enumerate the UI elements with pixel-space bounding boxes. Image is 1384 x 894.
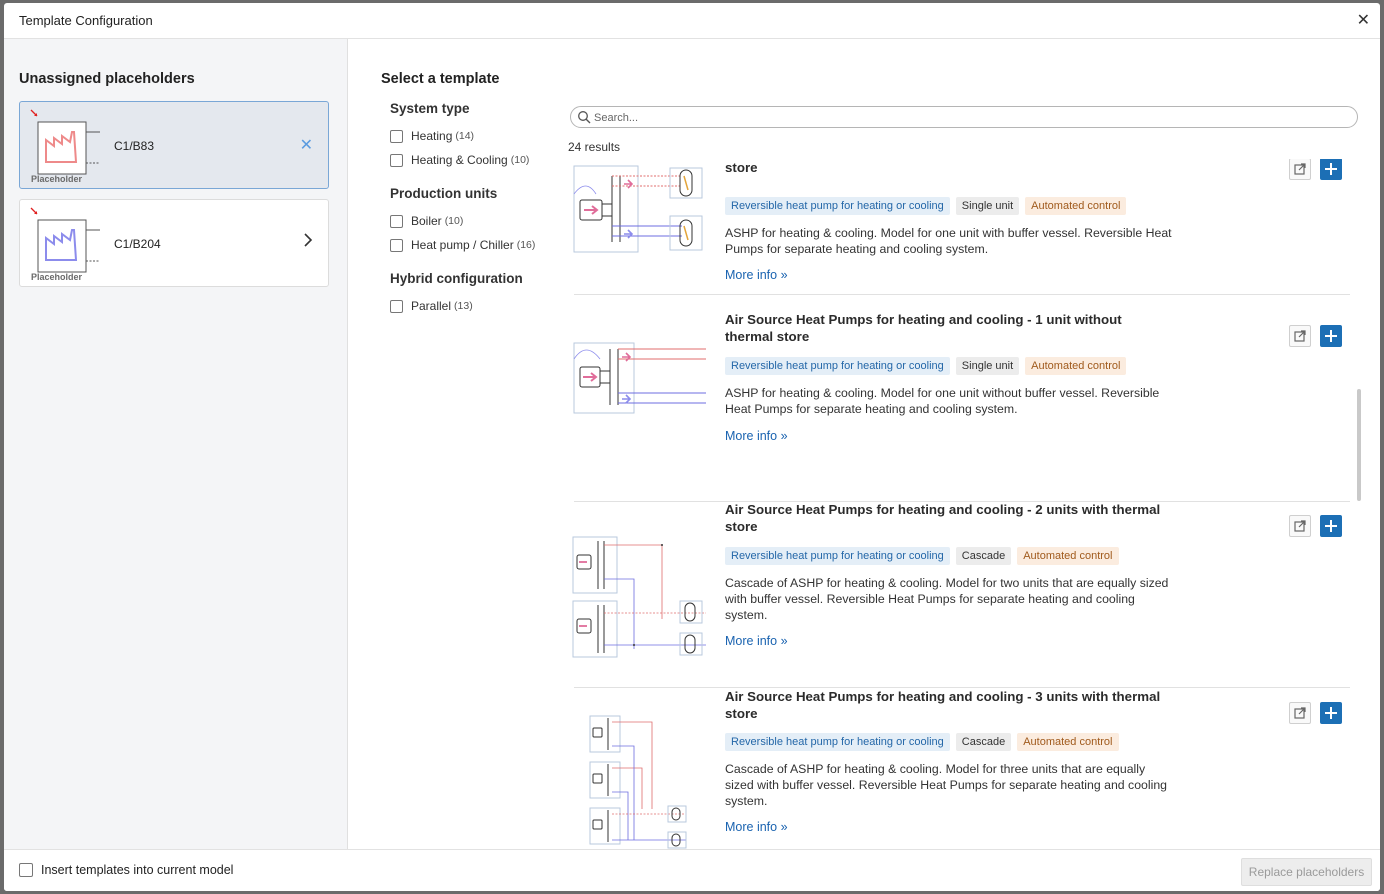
panel-heading: Select a template — [381, 71, 500, 87]
filter-group — [390, 271, 550, 318]
insert-templates-option[interactable] — [19, 863, 233, 877]
template-result — [568, 688, 1360, 849]
close-icon[interactable]: ✕ — [299, 137, 313, 154]
search-input[interactable] — [594, 109, 1334, 126]
results-count: 24 results — [568, 140, 621, 154]
results-scrollbar[interactable] — [1357, 389, 1361, 501]
template-title: Air Source Heat Pumps for heating and cooling - 2 units with thermal store — [725, 502, 1161, 534]
checkbox[interactable] — [390, 300, 403, 313]
template-tags — [725, 733, 1119, 751]
tag: Reversible heat pump for heating or cooling — [725, 733, 950, 751]
open-external-icon[interactable] — [1289, 702, 1311, 724]
more-info-link[interactable]: More info » — [725, 429, 788, 443]
template-result — [568, 159, 1360, 295]
svg-text:Placeholder: Placeholder — [31, 272, 83, 282]
filter-option[interactable] — [390, 294, 550, 318]
add-template-button[interactable] — [1320, 159, 1342, 180]
template-result — [568, 502, 1360, 688]
placeholder-name: C1/B83 — [114, 139, 155, 153]
template-diagram — [572, 714, 708, 849]
template-title: Air Source Heat Pumps for heating and cooling - 3 units with thermal store — [725, 689, 1161, 721]
template-diagram — [572, 341, 708, 415]
checkbox[interactable] — [390, 154, 403, 167]
checkbox[interactable] — [390, 239, 403, 252]
template-result — [568, 295, 1360, 502]
open-external-icon[interactable] — [1289, 515, 1311, 537]
filter-option[interactable] — [390, 209, 550, 233]
tag: Reversible heat pump for heating or cooling — [725, 357, 950, 375]
open-external-icon[interactable] — [1289, 159, 1311, 180]
open-external-icon[interactable] — [1289, 325, 1311, 347]
tag: Cascade — [956, 733, 1011, 751]
template-description: ASHP for heating & cooling. Model for one unit without buffer vessel. Reversible Heat Pumps for separate heating and cooling system. — [725, 386, 1160, 416]
dialog-title: Template Configuration — [19, 13, 153, 28]
tag: Single unit — [956, 357, 1019, 375]
filter-group — [390, 186, 550, 257]
placeholder-thumbnail — [26, 108, 114, 184]
filter-group-title: Production units — [390, 186, 498, 201]
checkbox[interactable] — [390, 215, 403, 228]
replace-placeholders-button[interactable]: Replace placeholders — [1241, 858, 1372, 886]
more-info-link[interactable]: More info » — [725, 268, 788, 282]
tag: Automated control — [1025, 197, 1126, 215]
template-diagram — [572, 164, 708, 254]
filter-count: (16) — [516, 239, 536, 251]
search-box[interactable] — [570, 106, 1358, 128]
template-title: Air Source Heat Pumps for heating and cooling - 1 unit without thermal store — [725, 312, 1122, 344]
template-tags — [725, 547, 1119, 565]
filter-sidebar — [390, 101, 550, 332]
close-dialog-icon[interactable]: ✕ — [1356, 12, 1370, 29]
filter-count: (10) — [444, 215, 464, 227]
filter-label: Parallel — [411, 299, 452, 313]
filter-option[interactable] — [390, 148, 550, 172]
add-template-button[interactable] — [1320, 325, 1342, 347]
filter-label: Boiler — [411, 214, 442, 228]
filter-label: Heating & Cooling — [411, 153, 508, 167]
tag: Automated control — [1025, 357, 1126, 375]
filter-count: (13) — [454, 300, 473, 312]
tag: Single unit — [956, 197, 1019, 215]
checkbox[interactable] — [390, 130, 403, 143]
filter-option[interactable] — [390, 124, 550, 148]
placeholder-name: C1/B204 — [114, 237, 161, 251]
insert-templates-checkbox[interactable] — [19, 863, 33, 877]
template-description: ASHP for heating & cooling. Model for one unit with buffer vessel. Reversible Heat Pumps for separate heating and cooling system. — [725, 226, 1172, 256]
placeholder-thumbnail — [26, 206, 114, 282]
tag: Cascade — [956, 547, 1011, 565]
more-info-link[interactable]: More info » — [725, 634, 788, 648]
filter-count: (14) — [455, 130, 475, 142]
template-results-list — [568, 159, 1360, 849]
template-title: store — [725, 160, 758, 175]
template-tags — [725, 357, 1126, 375]
dialog-footer — [4, 849, 1380, 891]
filter-option[interactable] — [390, 233, 550, 257]
filter-label: Heat pump / Chiller — [411, 238, 514, 252]
filter-group-title: System type — [390, 101, 470, 116]
tag: Automated control — [1017, 733, 1118, 751]
template-tags — [725, 197, 1126, 215]
template-description: Cascade of ASHP for heating & cooling. Model for three units that are equally sized with buffer vessel. Reversible Heat Pumps for separate heating and cooling system. — [725, 762, 1168, 808]
filter-label: Heating — [411, 129, 453, 143]
insert-templates-label: Insert templates into current model — [41, 863, 234, 877]
svg-text:Placeholder: Placeholder — [31, 174, 83, 184]
placeholder-card-selected[interactable] — [19, 101, 329, 189]
panel-heading: Unassigned placeholders — [19, 71, 195, 87]
template-configuration-dialog — [4, 3, 1380, 891]
filter-group-title: Hybrid configuration — [390, 271, 523, 286]
add-template-button[interactable] — [1320, 515, 1342, 537]
tag: Reversible heat pump for heating or cooling — [725, 547, 950, 565]
more-info-link[interactable]: More info » — [725, 820, 788, 834]
template-description: Cascade of ASHP for heating & cooling. Model for two units that are equally sized with buffer vessel. Reversible Heat Pumps for separate heating and cooling system. — [725, 576, 1169, 622]
filter-count: (10) — [510, 154, 530, 166]
search-icon — [577, 110, 591, 124]
placeholder-card[interactable] — [19, 199, 329, 287]
template-selection-panel — [348, 39, 1380, 849]
unassigned-placeholders-panel — [4, 39, 348, 849]
filter-group — [390, 101, 550, 172]
tag: Automated control — [1017, 547, 1118, 565]
dialog-titlebar — [4, 3, 1380, 39]
chevron-right-icon[interactable] — [303, 233, 313, 252]
template-diagram — [572, 535, 708, 660]
add-template-button[interactable] — [1320, 702, 1342, 724]
tag: Reversible heat pump for heating or cooling — [725, 197, 950, 215]
